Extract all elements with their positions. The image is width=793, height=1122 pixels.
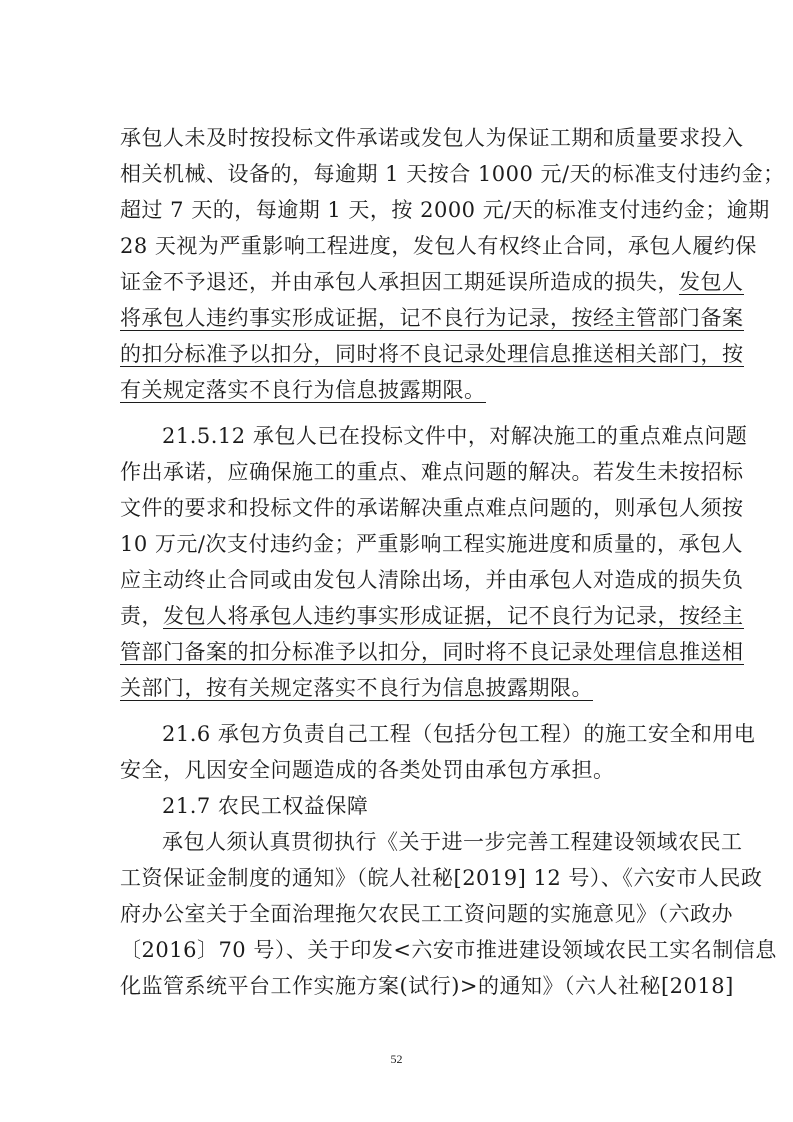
text-line: 承包人须认真贯彻执行《关于进一步完善工程建设领域农民工 [162,830,743,854]
underlined-text: 管部门备案的扣分标准予以扣分，同时将不良记录处理信息推送相 [120,640,744,664]
text-line: 化监管系统平台工作实施方案(试行)>的通知》（六人社秘[2018] [120,974,734,998]
underlined-text: 发包人将承包人违约事实形成证据，记不良行为记录，按经主 [163,604,744,628]
text-line: 作出承诺，应确保施工的重点、难点问题的解决。若发生未按招标 [120,460,744,484]
text-line [120,376,685,404]
text-line: 相关机械、设备的，每逾期 1 天按合 1000 元/天的标准支付违约金； [120,162,785,186]
text-line: 21.5.12 承包人已在投标文件中，对解决施工的重点难点问题 [162,424,748,448]
text-line: 〔2016〕70 号）、关于印发<六安市推进建设领域农民工实名制信息 [120,938,777,962]
text-segment: 责， [120,604,163,628]
underlined-text: 关部门，按有关规定落实不良行为信息披露期限。 [120,676,593,700]
text-line: 工资保证金制度的通知》（皖人社秘[2019] 12 号）、《六安市人民政 [120,866,763,890]
underlined-text: 的扣分标准予以扣分，同时将不良记录处理信息推送相关部门，按 [120,342,744,366]
text-line [120,638,744,666]
underlined-text: 将承包人违约事实形成证据，记不良行为记录，按经主管部门备案 [120,306,744,330]
text-line: 10 万元/次支付违约金；严重影响工程实施进度和质量的，承包人 [120,532,743,556]
text-line: 府办公室关于全面治理拖欠农民工工资问题的实施意见》（六政办 [120,902,733,926]
text-line [120,674,685,702]
underlined-text: 发包人 [679,270,744,294]
text-line [120,602,744,630]
text-line: 承包人未及时按投标文件承诺或发包人为保证工期和质量要求投入 [120,126,744,150]
text-line: 安全，凡因安全问题造成的各类处罚由承包方承担。 [120,758,615,782]
text-line [120,340,744,368]
text-line: 28 天视为严重影响工程进度，发包人有权终止合同，承包人履约保 [120,234,757,258]
text-line: 文件的要求和投标文件的承诺解决重点难点问题的，则承包人须按 [120,496,744,520]
text-line: 应主动终止合同或由发包人清除出场，并由承包人对造成的损失负 [120,568,744,592]
section-heading: 21.7 农民工权益保障 [162,794,369,818]
page-number: 52 [390,1052,403,1066]
text-line: 超过 7 天的，每逾期 1 天，按 2000 元/天的标准支付违约金；逾期 [120,198,770,222]
underlined-text: 有关规定落实不良行为信息披露期限。 [120,378,486,402]
text-segment: 证金不予退还，并由承包人承担因工期延误所造成的损失， [120,270,679,294]
text-line [120,268,744,296]
text-line [120,304,744,332]
text-line: 21.6 承包方负责自己工程（包括分包工程）的施工安全和用电 [162,722,756,746]
